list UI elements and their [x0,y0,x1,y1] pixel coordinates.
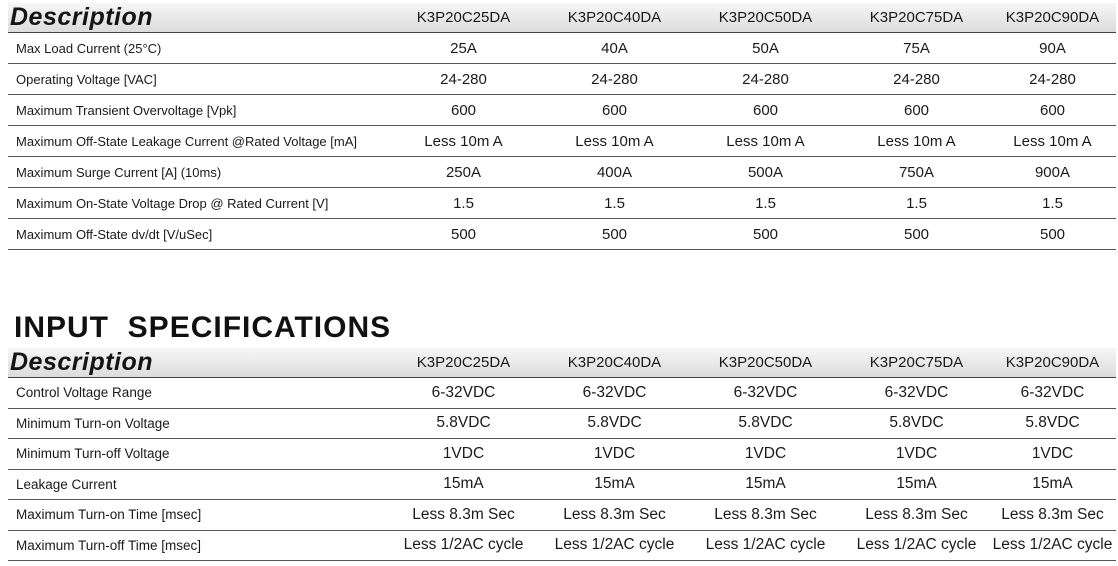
table-cell: 75A [903,39,930,57]
table-cell: 24-280 [591,70,638,88]
table-cell: 6-32VDC [884,383,949,401]
table-cell: 15mA [745,475,786,493]
table-cell: 1VDC [593,444,636,462]
table-cell: Less 1/2AC cycle [554,536,675,554]
table-cell: Less 10m A [575,132,654,150]
table-cell: Less 1/2AC cycle [856,536,977,554]
table-cell: 1VDC [744,444,787,462]
table-row [8,470,1116,501]
row-label: Maximum Turn-on Time [msec] [16,507,202,523]
row-label: Control Voltage Range [16,385,152,401]
table-cell: Less 8.3m Sec [865,505,968,523]
model-header: K3P20C25DA [416,9,511,26]
table-row [8,531,1116,562]
table-cell: Less 1/2AC cycle [403,536,524,554]
row-label: Leakage Current [16,476,117,492]
table-cell: 40A [601,39,628,57]
table-cell: 750A [898,163,935,181]
table-cell: 600 [903,101,930,119]
table-cell: Less 10m A [877,132,956,150]
table-cell: 5.8VDC [1025,414,1080,432]
output-spec-table [8,3,1116,250]
table-row [8,378,1116,409]
table-cell: 1.5 [755,194,776,212]
section-title: INPUT SPECIFICATIONS [14,311,392,344]
row-label: Maximum Transient Overvoltage [Vpk] [16,102,237,118]
description-heading: Description [10,348,154,376]
description-heading: Description [10,3,154,31]
model-header: K3P20C50DA [718,354,813,371]
table-cell: 1.5 [906,194,927,212]
model-header: K3P20C40DA [567,9,662,26]
table-row [8,439,1116,470]
table-cell: 1VDC [442,444,485,462]
table-cell: 5.8VDC [889,414,944,432]
input-spec-table [8,348,1116,561]
table-cell: 15mA [443,475,484,493]
table-cell: 500 [903,225,930,243]
table-cell: 600 [601,101,628,119]
table-row [8,500,1116,531]
table-cell: 6-32VDC [733,383,798,401]
row-label: Max Load Current (25°C) [16,40,162,56]
table-header [8,3,1116,33]
table-cell: 1VDC [895,444,938,462]
model-header: K3P20C90DA [1005,354,1100,371]
table-row [8,95,1116,126]
table-header [8,348,1116,378]
row-label: Minimum Turn-off Voltage [16,446,170,462]
table-cell: 600 [450,101,477,119]
table-cell: 5.8VDC [738,414,793,432]
table-cell: 1.5 [453,194,474,212]
table-cell: 5.8VDC [436,414,491,432]
table-cell: 24-280 [1029,70,1076,88]
table-cell: Less 8.3m Sec [563,505,666,523]
table-cell: 5.8VDC [587,414,642,432]
table-cell: 500 [450,225,477,243]
model-header: K3P20C75DA [869,9,964,26]
table-cell: 1.5 [604,194,625,212]
table-cell: Less 8.3m Sec [1001,505,1104,523]
table-cell: 500 [601,225,628,243]
table-cell: Less 8.3m Sec [714,505,817,523]
model-header: K3P20C40DA [567,354,662,371]
table-cell: 25A [450,39,477,57]
table-cell: 500 [1039,225,1066,243]
table-cell: 24-280 [893,70,940,88]
table-cell: 1.5 [1042,194,1063,212]
table-cell: Less 8.3m Sec [412,505,515,523]
table-row [8,126,1116,157]
table-cell: 6-32VDC [431,383,496,401]
table-cell: 6-32VDC [582,383,647,401]
row-label: Maximum On-State Voltage Drop @ Rated Current [V] [16,195,329,211]
table-cell: 15mA [896,475,937,493]
table-cell: 50A [752,39,779,57]
table-row [8,409,1116,440]
table-cell: Less 10m A [726,132,805,150]
table-cell: 250A [445,163,482,181]
table-row [8,219,1116,250]
table-cell: 90A [1039,39,1066,57]
table-cell: 15mA [594,475,635,493]
table-cell: Less 10m A [424,132,503,150]
model-header: K3P20C75DA [869,354,964,371]
row-label: Maximum Surge Current [A] (10ms) [16,164,222,180]
table-row [8,157,1116,188]
table-cell: 400A [596,163,633,181]
table-row [8,33,1116,64]
table-cell: 600 [1039,101,1066,119]
model-header: K3P20C90DA [1005,9,1100,26]
row-label: Maximum Off-State Leakage Current @Rated Voltage [mA] [16,133,358,149]
row-label: Maximum Off-State dv/dt [V/uSec] [16,226,213,242]
table-cell: 600 [752,101,779,119]
table-cell: 6-32VDC [1020,383,1085,401]
table-cell: 900A [1034,163,1071,181]
table-cell: 24-280 [440,70,487,88]
table-cell: 24-280 [742,70,789,88]
table-cell: 1VDC [1031,444,1074,462]
table-cell: 15mA [1032,475,1073,493]
row-label: Minimum Turn-on Voltage [16,415,170,431]
table-cell: Less 10m A [1013,132,1092,150]
table-row [8,64,1116,95]
table-cell: 500 [752,225,779,243]
table-row [8,188,1116,219]
row-label: Operating Voltage [VAC] [16,71,157,87]
model-header: K3P20C25DA [416,354,511,371]
model-header: K3P20C50DA [718,9,813,26]
table-cell: Less 1/2AC cycle [992,536,1113,554]
table-cell: 500A [747,163,784,181]
table-cell: Less 1/2AC cycle [705,536,826,554]
row-label: Maximum Turn-off Time [msec] [16,537,202,553]
